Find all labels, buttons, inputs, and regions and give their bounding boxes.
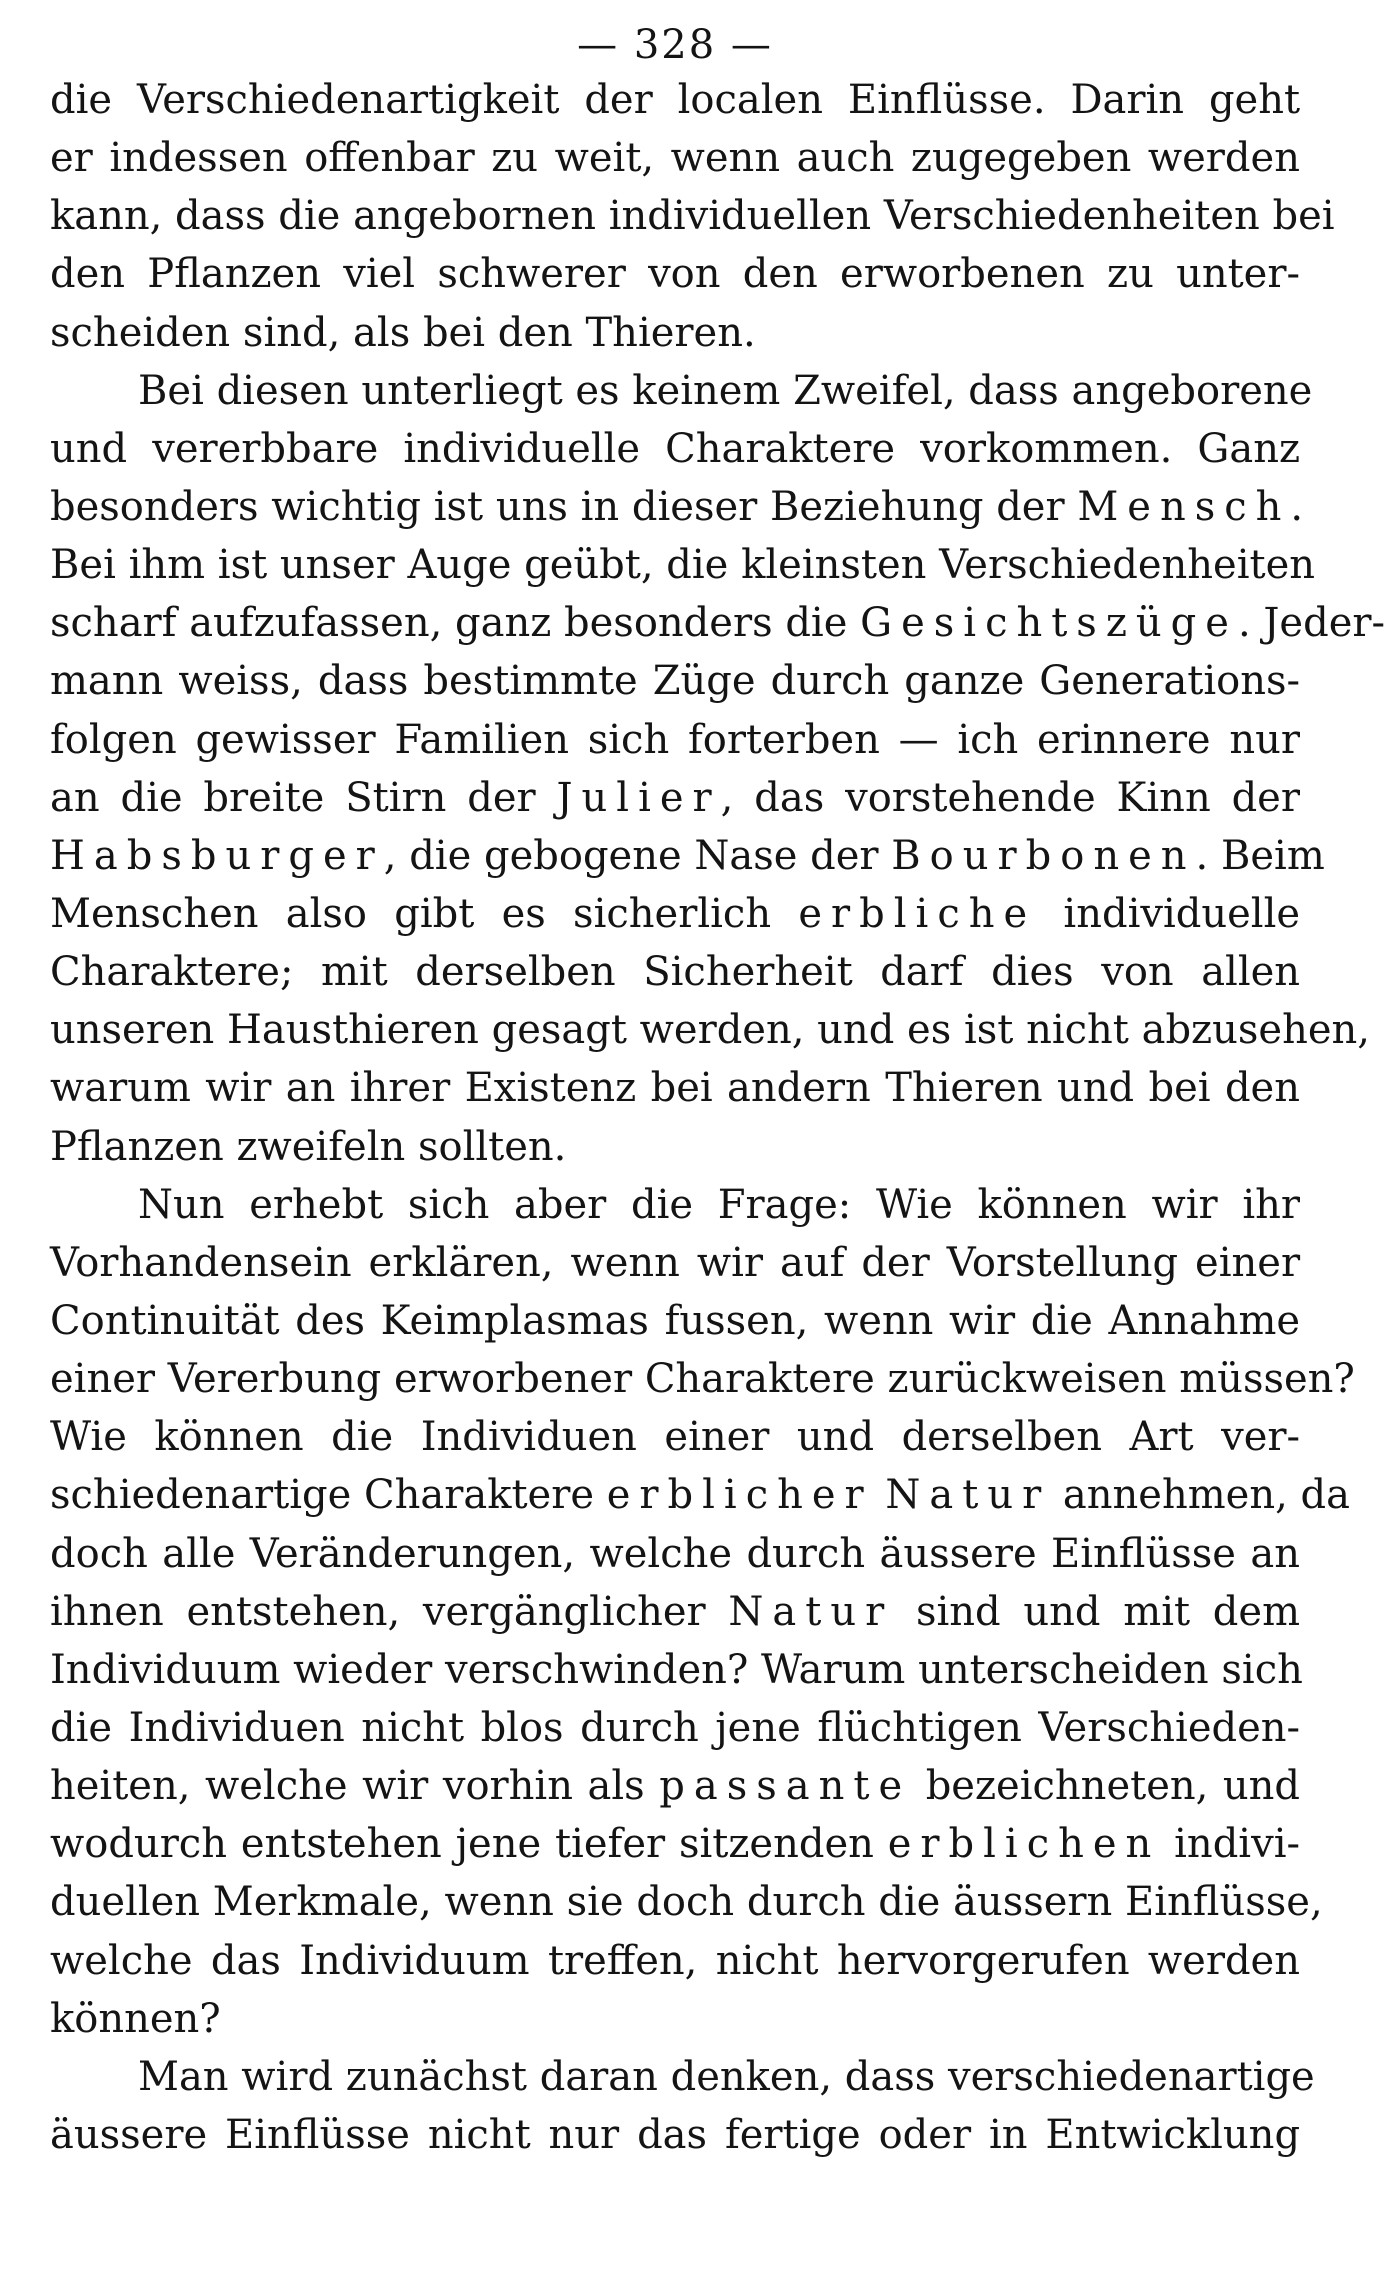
text-line: Man wird zunächst daran denken, dass verschiedenartige [138,2054,1315,2100]
text-line: folgen gewisser Familien sich forterben — ich erinnere nur [50,717,1300,763]
text-line: Nun erhebt sich aber die Frage: Wie können wir ihr [138,1182,1301,1228]
text-line: Vorhandensein erklären, wenn wir auf der Vorstellung einer [50,1240,1301,1286]
text-line: Bei ihm ist unser Auge geübt, die kleinsten Verschiedenheiten [50,542,1316,588]
text-line: einer Vererbung erworbener Charaktere zurückweisen müssen? [50,1356,1355,1402]
text-line: scharf aufzufassen, ganz besonders die Gesichtszüge. Jeder- [50,600,1385,646]
text-line: den Pflanzen viel schwerer von den erworbenen zu unter- [50,251,1300,297]
text-line: heiten, welche wir vorhin als passante bezeichneten, und [50,1763,1301,1809]
text-line: schiedenartige Charaktere erblicher Natur annehmen, da [50,1472,1350,1518]
text-line: Continuität des Keimplasmas fussen, wenn wir die Annahme [50,1298,1301,1344]
page-number: — 328 — [577,22,773,68]
text-line: welche das Individuum treffen, nicht hervorgerufen werden [50,1938,1300,1984]
text-line: Habsburger, die gebogene Nase der Bourbonen. Beim [50,833,1325,879]
text-line: duellen Merkmale, wenn sie doch durch die äussern Einflüsse, [50,1879,1323,1925]
text-line: Charaktere; mit derselben Sicherheit darf dies von allen [50,949,1301,995]
text-line: an die breite Stirn der Julier, das vorstehende Kinn der [50,775,1300,821]
text-line: können? [50,1996,221,2042]
text-line: und vererbbare individuelle Charaktere vorkommen. Ganz [50,426,1301,472]
text-line: Wie können die Individuen einer und derselben Art ver- [50,1414,1300,1460]
text-line: Individuum wieder verschwinden? Warum unterscheiden sich [50,1647,1303,1693]
text-line: kann, dass die angebornen individuellen Verschiedenheiten bei [50,193,1335,239]
text-line: die Individuen nicht blos durch jene flüchtigen Verschieden- [50,1705,1301,1751]
text-line: äussere Einflüsse nicht nur das fertige oder in Entwicklung [50,2112,1301,2158]
text-line: Bei diesen unterliegt es keinem Zweifel, dass angeborene [138,368,1313,414]
text-line: besonders wichtig ist uns in dieser Beziehung der Mensch. [50,484,1304,530]
text-line: wodurch entstehen jene tiefer sitzenden erblichen indivi- [50,1821,1300,1867]
text-line: er indessen offenbar zu weit, wenn auch zugegeben werden [50,135,1300,181]
text-line: die Verschiedenartigkeit der localen Einflüsse. Darin geht [50,77,1301,123]
text-line: doch alle Veränderungen, welche durch äussere Einflüsse an [50,1531,1300,1577]
text-line: unseren Hausthieren gesagt werden, und es ist nicht abzusehen, [50,1007,1370,1053]
text-line: scheiden sind, als bei den Thieren. [50,310,756,356]
text-line: mann weiss, dass bestimmte Züge durch ganze Generations- [50,658,1301,704]
text-line: ihnen entstehen, vergänglicher Natur sind und mit dem [50,1589,1301,1635]
text-line: Pflanzen zweifeln sollten. [50,1124,567,1170]
book-page [50,0,1385,2291]
text-line: Menschen also gibt es sicherlich erbliche individuelle [50,891,1301,937]
text-line: warum wir an ihrer Existenz bei andern Thieren und bei den [50,1065,1300,1111]
